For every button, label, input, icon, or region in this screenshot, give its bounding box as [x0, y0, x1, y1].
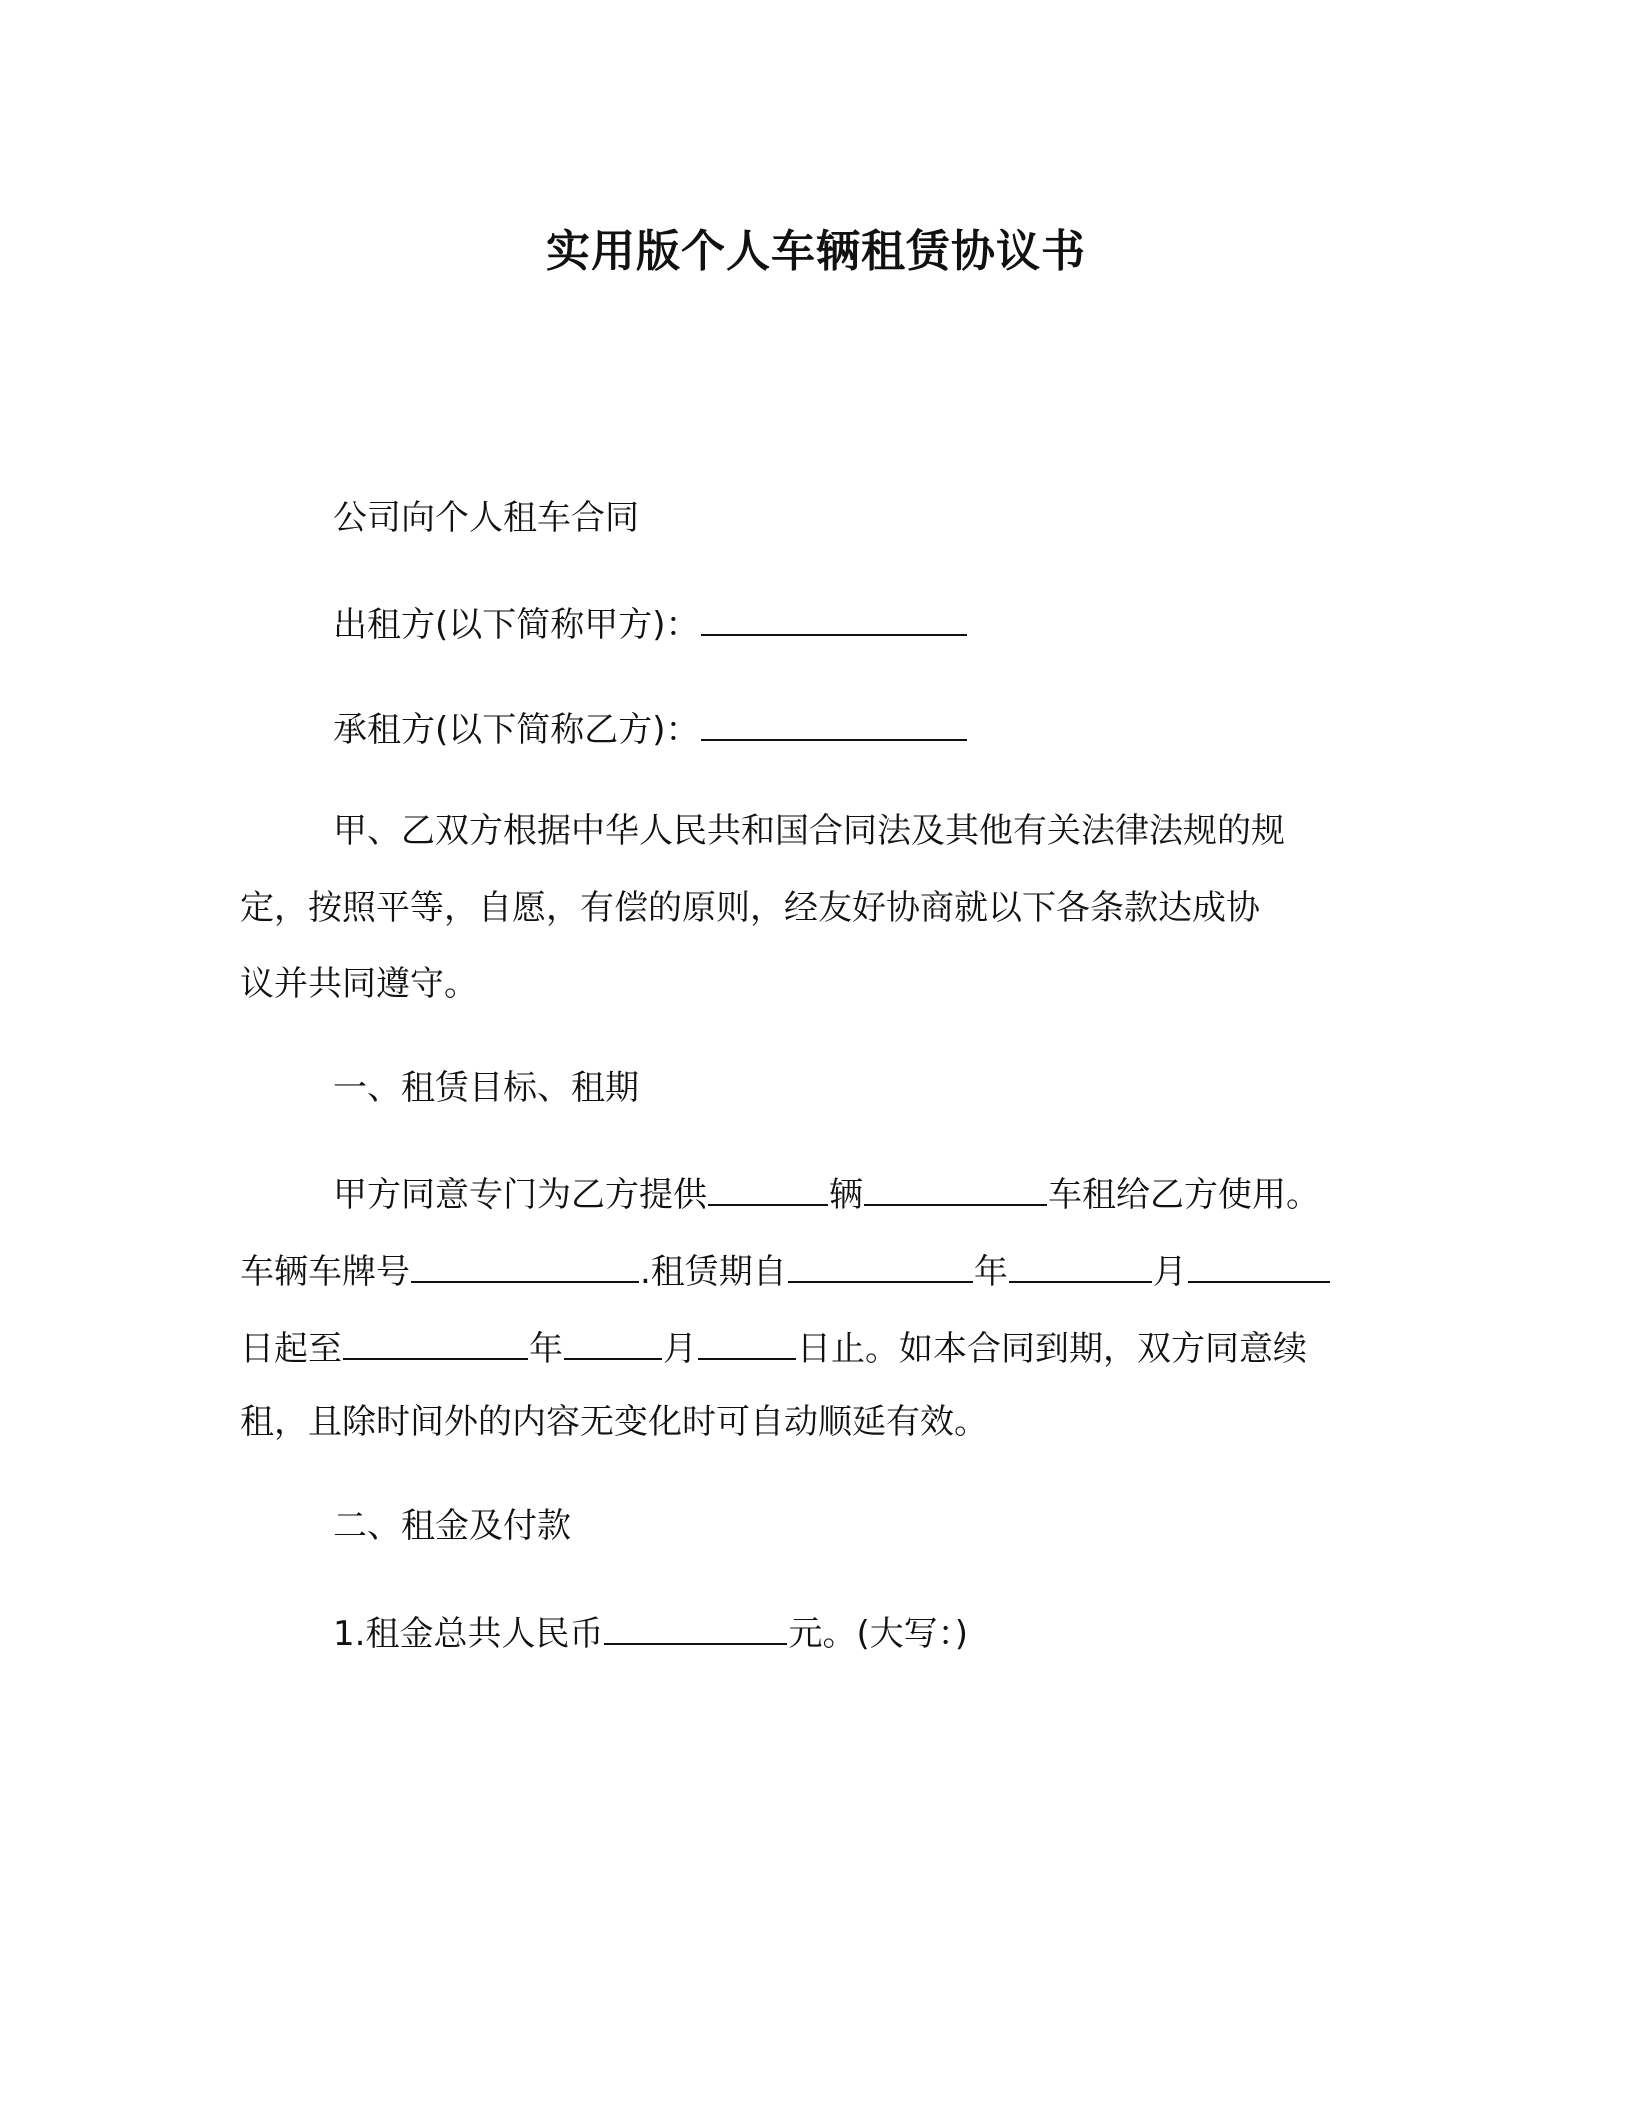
preamble-line-1: 甲、乙双方根据中华人民共和国合同法及其他有关法律法规的规 [333, 811, 1285, 851]
section1-line-4: 租，且除时间外的内容无变化时可自动顺延有效。 [240, 1402, 988, 1442]
section1-text-month: 月 [1152, 1252, 1187, 1292]
section1-text-end-year: 年 [529, 1329, 563, 1369]
lessee-line [333, 703, 968, 754]
section1-line-3 [240, 1322, 1307, 1373]
lessee-blank [701, 703, 967, 741]
end-year-blank [343, 1322, 528, 1360]
section1-text-period: .租赁期自 [640, 1252, 787, 1292]
preamble-line-3: 议并共同遵守。 [240, 964, 478, 1004]
section1-text-plate: 车辆车牌号 [240, 1252, 410, 1292]
vehicle-model-blank [864, 1168, 1047, 1206]
start-day-blank [1188, 1245, 1330, 1283]
start-year-blank [788, 1245, 973, 1283]
section1-text-year: 年 [973, 1252, 1008, 1292]
lessor-label: 出租方(以下简称甲方)： [333, 605, 700, 645]
document-title: 实用版个人车辆租赁协议书 [546, 226, 1086, 277]
section1-text-provide: 甲方同意专门为乙方提供 [333, 1175, 707, 1215]
section1-line-2 [240, 1245, 1331, 1296]
preamble-line-2: 定，按照平等，自愿，有偿的原则，经友好协商就以下各条款达成协 [240, 888, 1260, 928]
lessor-line [333, 598, 968, 649]
rent-amount-blank [604, 1607, 787, 1645]
start-month-blank [1009, 1245, 1152, 1283]
section1-text-unit: 辆 [829, 1175, 863, 1215]
section1-line-1 [333, 1168, 1320, 1219]
vehicle-count-blank [708, 1168, 828, 1206]
lessee-label: 承租方(以下简称乙方)： [333, 710, 700, 750]
lessor-blank [701, 598, 967, 636]
rent-currency-text: 元。(大写：) [788, 1614, 968, 1654]
section1-text-rent: 车租给乙方使用。 [1048, 1175, 1320, 1215]
section1-text-end-month: 月 [663, 1329, 697, 1369]
section2-item-1 [333, 1607, 968, 1658]
section2-heading: 二、租金及付款 [333, 1506, 571, 1546]
end-month-blank [564, 1322, 662, 1360]
section1-text-from: 日起至 [240, 1329, 342, 1369]
section1-text-end: 日止。如本合同到期，双方同意续 [797, 1329, 1307, 1369]
plate-number-blank [411, 1245, 639, 1283]
rent-total-label: 1.租金总共人民币 [333, 1614, 604, 1654]
section1-heading: 一、租赁目标、租期 [333, 1068, 639, 1108]
end-day-blank [698, 1322, 796, 1360]
contract-subtitle: 公司向个人租车合同 [333, 498, 639, 538]
